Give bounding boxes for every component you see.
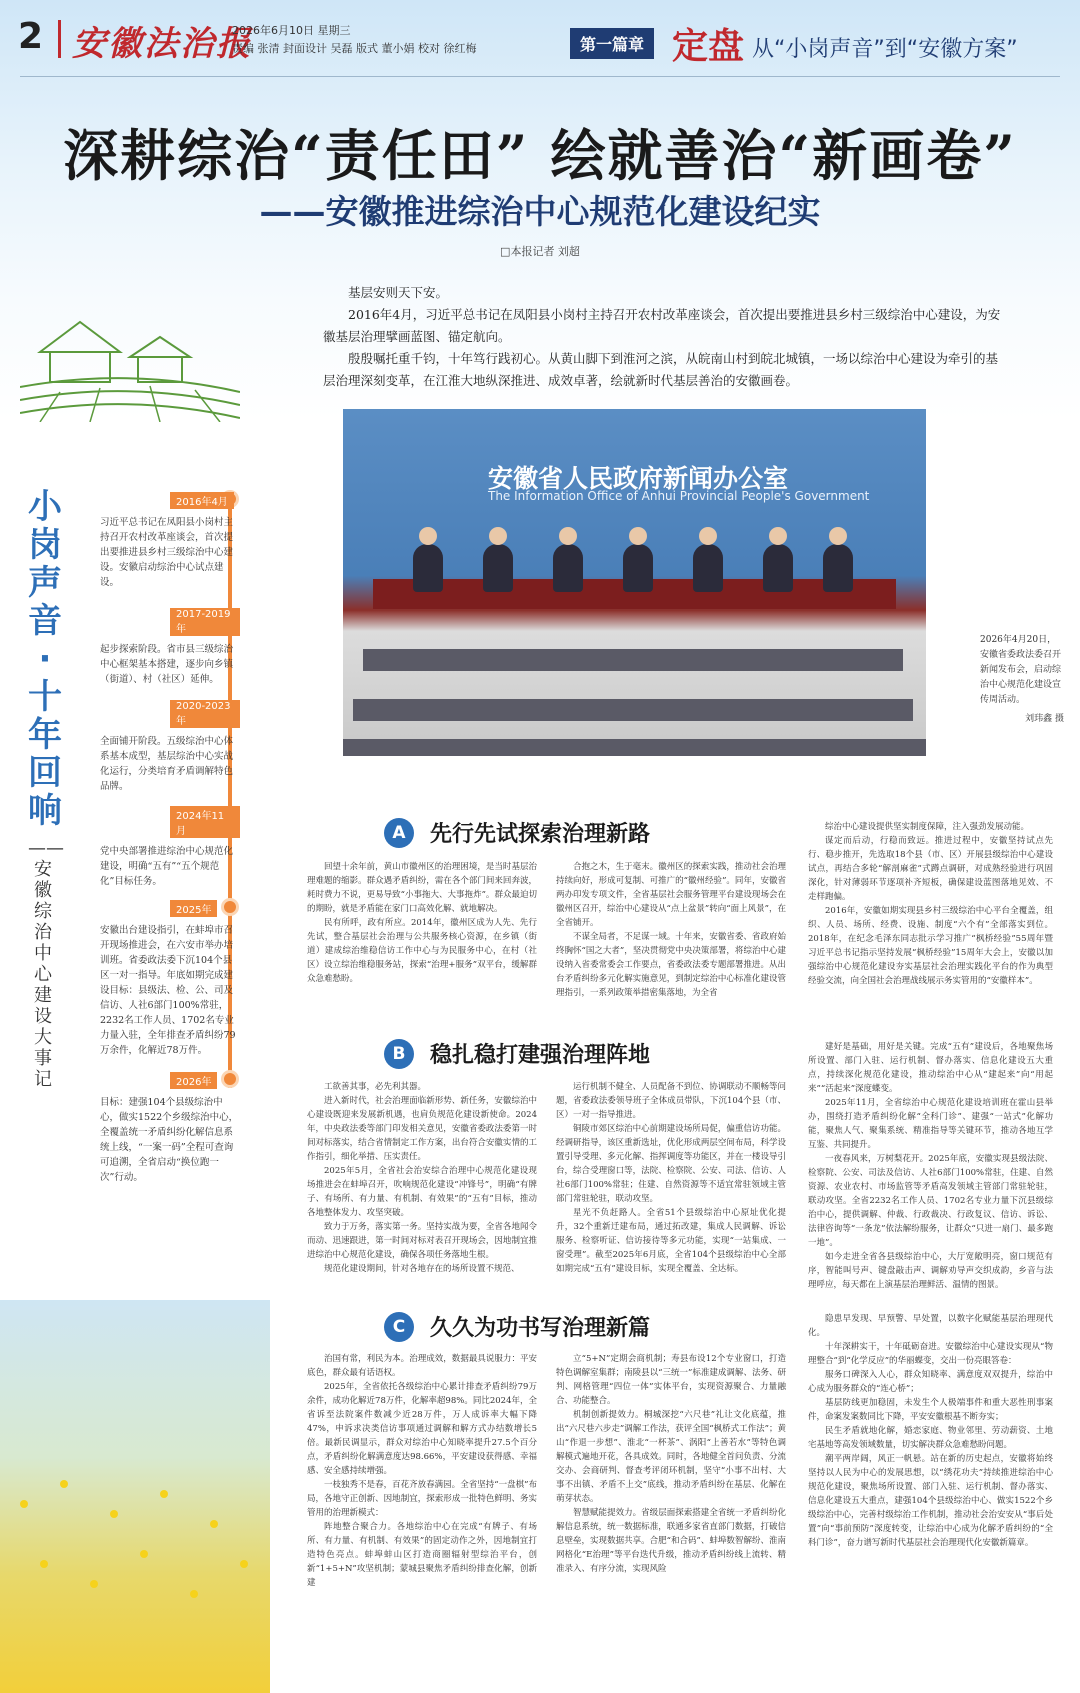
body-paragraph: 综治中心建设提供坚实制度保障，注入强劲发展动能。: [825, 822, 1030, 832]
body-paragraph: 2025年5月，全省社会治安综合治理中心规范化建设现场推进会在蚌埠召开，吹响规范化建设“冲锋号”，明确“有牌子、有场所、有力量、有机制、有效果”的“五有”目标，推动各地整体发力、攻坚突破。: [307, 1166, 537, 1218]
body-paragraph: 致力于万务，落实第一务。坚持实战为要，全省各地闻令而动、迅速跟进，第一时间对标对表召开现场会，因地制宜推进综治中心规范化建设，确保各项任务落地生根。: [307, 1222, 537, 1260]
timeline-date: 2025年: [170, 900, 217, 917]
timeline-date: 2020-2023年: [170, 700, 240, 728]
flower-dot: [60, 1480, 68, 1488]
body-paragraph: 合抱之木，生于毫末。徽州区的探索实践，推动社会治理持续向好，形成可复制、可推广的“徽州经验”。同年，安徽省两办印发专项文件，全省基层社会服务管理平台建设现场会在徽州区召开，综治中心建设从“点上盆景”转向“面上风景”，在全省铺开。: [556, 862, 786, 928]
lead-paragraph: 2016年4月，习近平总书记在凤阳县小岗村主持召开农村改革座谈会，首次提出要推进县乡村三级综治中心建设，为安徽基层治理擘画蓝图、锚定航向。: [323, 307, 1001, 344]
body-paragraph: 基层防线更加稳固，未发生个人极端事件和重大恶性刑事案件，命案发案数同比下降，平安安徽根基不断夯实；: [808, 1398, 1053, 1422]
sidebar-vertical-subtitle: ——安徽综治中心建设大事记: [28, 838, 64, 1090]
speaker-figure: [623, 544, 653, 592]
body-paragraph: 不谋全局者，不足谋一域。十年来，安徽省委、省政府始终胸怀“国之大者”，坚决贯彻党中央决策部署，将综治中心建设纳入省委常委会工作要点，省委政法委专题部署推进。从出台矛盾纠纷多元化解实施意见，到制定综治中心标准化建设管理指引，一系列政策举措密集落地，为全省: [556, 932, 786, 998]
body-paragraph: 运行机制不健全、人员配备不到位、协调联动不顺畅等问题，省委政法委领导班子全体成员带队，下沉104个县（市、区）一对一指导推进。: [556, 1082, 786, 1120]
body-paragraph: 十年深耕实干，十年砥砺奋进。安徽综治中心建设实现从“物理整合”到“化学反应”的华丽蝶变，交出一份亮眼答卷：: [808, 1342, 1053, 1366]
section-a-column-2: [556, 860, 786, 1000]
speaker-figure: [763, 544, 793, 592]
timeline-text: 起步探索阶段。省市县三级综治中心框架基本搭建，逐步向乡镇（街道）、村（社区）延伸。: [100, 644, 234, 685]
body-paragraph: 一夜春风来，万树梨花开。2025年底，安徽实现县级法院、检察院、公安、司法及信访、人社6部门100%常驻，住建、自然资源、农业农村、市场监管等矛盾高发领域主管部门常驻轮驻，联动攻坚。全省2232名工作人员、1702名专业力量下沉县级综治中心，提供调解、仲裁、行政裁决、行政复议、信访、诉讼、法律咨询等“一条龙”依法解纷服务，让群众“只进一扇门、最多跑一地”。: [808, 1154, 1053, 1248]
timeline-event: [100, 700, 240, 794]
body-paragraph: 智慧赋能提效力。省级层面探索搭建全省统一矛盾纠纷化解信息系统，统一数据标准，联通多家省直部门数据，打破信息壁垒，实现数据共享。合肥“和合码”、蚌埠数智解纷、淮南网格化“E治理”等平台迭代升级，推动矛盾纠纷线上流转、精准录入、有序分流，实现风险: [556, 1508, 786, 1574]
speaker-figure: [413, 544, 443, 592]
sub-title: ——安徽推进综治中心规范化建设纪实: [259, 192, 821, 231]
body-paragraph: 规范化建设期间，针对各地存在的场所设置不规范、: [324, 1264, 520, 1274]
flower-dot: [140, 1550, 148, 1558]
photo-caption: [980, 633, 1064, 727]
section-title: 久久为功书写治理新篇: [430, 1316, 651, 1341]
speaker-head: [829, 527, 847, 545]
section-c-column-2: [556, 1352, 786, 1576]
timeline-event: [100, 1070, 240, 1185]
speaker-head: [629, 527, 647, 545]
section-a-column-3: [808, 820, 1053, 988]
audience-row: [343, 739, 926, 756]
speaker-head: [559, 527, 577, 545]
audience-row: [353, 699, 913, 721]
rapeseed-field-illustration: [0, 1300, 270, 1693]
speaker-head: [699, 527, 717, 545]
body-paragraph: 隐患早发现、早预警、早处置，以数字化赋能基层治理现代化。: [808, 1314, 1053, 1338]
body-paragraph: 民有所呼，政有所应。2014年，徽州区成为人先、先行先试，整合基层社会治理与公共服务核心资源，在乡镇（街道）建成综治维稳信访工作中心与为民服务中心，在村（社区）设立综治维稳服务站，探索“治理+服务”双平台，缓解群众急难愁盼。: [307, 918, 537, 984]
body-paragraph: 2025年，全省依托各级综治中心累计排查矛盾纠纷79万余件，成功化解近78万件，化解率超98%。同比2024年，全省诉至法院案件数减少近28万件，万人成诉率大幅下降47%，申诉求决类信访事项通过调解和解方式办结数增长5倍。最新民调显示，群众对综治中心知晓率提升27.5个百分点，矛盾纠纷化解满意度达98.66%，平安建设获得感、幸福感、安全感持续增强。: [307, 1382, 537, 1476]
body-paragraph: 如今走进全省各县级综治中心，大厅宽敞明亮，窗口规范有序，智能叫号声、键盘敲击声、调解劝导声交织成韵，乡音与法理呼应，每天都在上演基层治理鲜活、温情的图景。: [808, 1252, 1053, 1290]
masthead-info: [232, 22, 476, 58]
lead-paragraph: 基层安则天下安。: [348, 285, 449, 300]
section-c-column-3: [808, 1312, 1053, 1550]
timeline-text: 党中央部署推进综治中心规范化建设，明确“五有”“五个规范化”目标任务。: [100, 846, 234, 887]
speaker-head: [769, 527, 787, 545]
body-paragraph: 谋定而后动，行稳而致远。推进过程中，安徽坚持试点先行、稳步推开，先选取18个县（市、区）开展县级综治中心建设试点，再结合多轮“解剖麻雀”式蹲点调研，对成熟经验进行巩固深化，针对薄弱环节逐项补齐短板，确保建设蓝图落地见效、不走样跑偏。: [808, 836, 1053, 902]
section-a-column-1: [307, 860, 537, 986]
speaker-figure: [553, 544, 583, 592]
body-paragraph: 立“5+N”定期会商机制；寿县布设12个专业窗口，打造特色调解室集群；南陵县以“三统一”标准建成调解、法务、研判、网格管理“四位一体”实体平台，实现资源聚合、力量融合、功能整合。: [556, 1354, 786, 1406]
flower-dot: [240, 1560, 248, 1568]
chapter-title: 从“小岗声音”到“安徽方案”: [752, 37, 1018, 62]
flower-dot: [40, 1560, 48, 1568]
page-number: 2: [18, 16, 44, 57]
speaker-head: [419, 527, 437, 545]
byline: □本报记者 刘超: [500, 245, 580, 258]
section-title: 先行先试探索治理新路: [430, 822, 651, 847]
body-paragraph: 2025年11月，全省综治中心规范化建设培训班在霍山县举办，围绕打造矛盾纠纷化解“全科门诊”、建强“一站式”化解功能，聚焦人气、聚集系统、精准指导等关键环节，推动各地互学互鉴、共同提升。: [808, 1098, 1053, 1150]
body-paragraph: 机制创新提效力。桐城深挖“六尺巷”礼让文化底蕴，推出“六尺巷六步走”调解工作法，获评全国“枫桥式工作法”；黄山“作退一步想”、淮北“一杯茶”、涡阳“上善若水”等特色调解模式遍地开花，各具成效。同时，各地健全首问负责、分流交办、会商研判、督查考评闭环机制，坚守“小事不出村、大事不出镇、矛盾不上交”底线，推动矛盾纠纷在基层、化解在萌芽状态。: [556, 1410, 786, 1504]
main-title: 深耕综治“责任田” 绘就善治“新画卷”: [63, 123, 1017, 188]
village-illustration: [20, 282, 240, 422]
flower-dot: [90, 1580, 98, 1588]
timeline-text: 安徽出台建设指引，在蚌埠市召开现场推进会，在六安市举办培训班。省委政法委下沉104个县区一对一指导。年底如期完成建设目标：县级法、检、公、司及信访、人社6部门100%常驻，2232名工作人员、1702名专业力量入驻，全年排查矛盾纠纷79万余件，化解近78万件。: [100, 925, 236, 1056]
section-letter-badge: B: [384, 1039, 414, 1069]
speaker-head: [489, 527, 507, 545]
flower-dot: [20, 1500, 28, 1508]
paper-name: 安徽法治报: [72, 24, 252, 64]
body-paragraph: 铜陵市郊区综治中心前期建设场所局促，偏重信访功能。经调研指导，该区重新选址，优化形成两层空间布局，科学设置引导受理、多元化解、指挥调度等功能区，并在一楼设导引台，综合受理窗口等，法院、检察院、公安、司法、信访、人社6部门100%常驻；住建、自然资源等不适宜常驻领域主管部门常驻轮驻，联动攻坚。: [556, 1124, 786, 1204]
masthead-divider: [58, 20, 61, 58]
sidebar-vertical-title: 小岗声音·十年回响: [28, 487, 62, 831]
flower-dot: [190, 1590, 198, 1598]
speaker-figure: [693, 544, 723, 592]
timeline-event: [100, 490, 240, 590]
timeline-date: 2024年11月: [170, 806, 240, 838]
body-paragraph: 建好是基础，用好是关键。完成“五有”建设后，各地聚焦场所设置、部门入驻、运行机制、督办落实、信息化建设五大重点，持续深化规范化建设，推动综治中心从“建起来”向“用起来”“活起来”深度蝶变。: [808, 1042, 1053, 1094]
timeline-text: 目标：建强104个县级综治中心，做实1522个乡级综治中心，全覆盖统一矛盾纠纷化解信息系统上线，“一案一码”全程可查询可追溯，全省启动“换位跑一次”行动。: [100, 1097, 239, 1183]
photo-sign-cn: 安徽省人民政府新闻办公室: [488, 464, 789, 493]
timeline-text: 习近平总书记在凤阳县小岗村主持召开农村改革座谈会，首次提出要推进县乡村三级综治中心建设。安徽启动综治中心试点建设。: [100, 517, 234, 588]
timeline-date: 2017-2019年: [170, 608, 240, 636]
speaker-figure: [823, 544, 853, 592]
staff-credits: 责编 张清 封面设计 吴磊 版式 董小娟 校对 徐红梅: [232, 42, 477, 55]
masthead-rule: [20, 76, 1060, 77]
speaker-figure: [483, 544, 513, 592]
timeline-event: [100, 608, 240, 687]
section-c-head: [384, 1311, 650, 1342]
press-conference-photo: [343, 409, 926, 756]
section-b-column-1: [307, 1080, 537, 1276]
section-b-column-2: [556, 1080, 786, 1276]
body-paragraph: 阵地整合聚合力。各地综治中心在完成“有牌子、有场所、有力量、有机制、有效果”的固定动作之外，因地制宜打造特色亮点。蚌埠蚌山区打造商圈辐射型综治平台，创新“1+5+N”攻坚机制；蒙城县聚焦矛盾纠纷排查化解，创新建: [307, 1522, 537, 1588]
issue-date: 2026年6月10日 星期三: [232, 24, 351, 37]
body-paragraph: 一枝独秀不是春，百花齐放春满园。全省坚持“一盘棋”布局，各地守正创新、因地制宜，探索形成一批特色鲜明、务实管用的治理新模式：: [307, 1480, 537, 1518]
body-paragraph: 治国有常，利民为本。治理成效，数据最具说服力：平安底色，群众最有话语权。: [307, 1354, 537, 1378]
photo-sign-en: The Information Office of Anhui Provincial People's Government: [488, 489, 870, 503]
timeline-text: 全面铺开阶段。五级综治中心体系基本成型，基层综治中心实战化运行，分类培育矛盾调解特色品牌。: [100, 736, 234, 792]
timeline-date: 2016年4月: [170, 492, 234, 509]
body-paragraph: 民生矛盾就地化解，婚恋家庭、物业邻里、劳动薪资、土地宅基地等高发领域数量，切实解决群众急难愁盼问题。: [808, 1426, 1053, 1450]
section-letter-badge: C: [384, 1312, 414, 1342]
body-paragraph: 潮平两岸阔，风正一帆悬。站在新的历史起点，安徽将始终坚持以人民为中心的发展思想，以“绣花功夫”持续推进综治中心规范化建设，聚焦场所设置、部门入驻、运行机制、督办落实、信息化建设五大重点，建强104个县级综治中心、做实1522个乡级综治中心，完善村级综治工作机制，推动社会治安安从“事后处置”向“事前预防”深度转变，让综治中心成为化解矛盾纠纷的“全科门诊”，奋力谱写新时代基层社会治理现代化安徽新篇章。: [808, 1454, 1053, 1548]
section-title: 稳扎稳打建强治理阵地: [430, 1043, 651, 1068]
flower-dot: [160, 1490, 168, 1498]
section-letter-badge: A: [384, 818, 414, 848]
lead-paragraph: 殷殷嘱托重千钧，十年笃行践初心。从黄山脚下到淮河之滨，从皖南山村到皖北城镇，一场以综治中心建设为牵引的基层治理深刻变革，在江淮大地纵深推进、成效卓著，绘就新时代基层善治的安徽画卷。: [323, 351, 999, 388]
body-paragraph: 服务口碑深入人心，群众知晓率、满意度双双提升，综治中心成为服务群众的“连心桥”；: [808, 1370, 1053, 1394]
audience-row: [363, 649, 903, 671]
photo-caption-text: 2026年4月20日，安徽省委政法委召开新闻发布会，启动综治中心规范化建设宣传周活动。: [980, 635, 1062, 705]
timeline-event: [100, 898, 240, 1058]
body-paragraph: 回望十余年前，黄山市徽州区的治理困境，是当时基层治理难题的缩影。群众遇矛盾纠纷，需在各个部门间来回奔波，耗时费力不说，更易导致“小事拖大、大事拖炸”。群众最迫切的期盼，就是矛盾能在家门口高效化解、就地解决。: [307, 862, 537, 914]
body-paragraph: 工欲善其事，必先利其器。: [324, 1082, 427, 1092]
lead-paragraphs: [323, 282, 1005, 392]
chapter-label: 第一篇章: [570, 28, 654, 59]
section-c-column-1: [307, 1352, 537, 1590]
timeline-event: [100, 806, 240, 889]
body-paragraph: 星光不负赶路人。全省51个县级综治中心原址优化提升，32个重新迁建布局，通过拓改建，集成人民调解、诉讼服务、检察听证、信访接待等多元功能，实现“一站集成、一窗受理”。截至2025年6月底，全省104个县级综治中心全部如期完成“五有”建设目标，实现全覆盖、全达标。: [556, 1208, 786, 1274]
section-b-column-3: [808, 1040, 1053, 1292]
section-a-head: [384, 817, 650, 848]
chapter-key: 定盘: [672, 25, 745, 67]
photo-credit: 刘玮鑫 摄: [1025, 714, 1064, 724]
flower-dot: [110, 1510, 118, 1518]
flower-dot: [210, 1520, 218, 1528]
section-b-head: [384, 1038, 650, 1069]
timeline-date: 2026年: [170, 1072, 217, 1089]
body-paragraph: 2016年，安徽如期实现县乡村三级综治中心平台全覆盖，组织、人员、场所、经费、设施、制度“六个有”全部落实到位。2018年，在纪念毛泽东同志批示学习推广“枫桥经验”55周年暨习近平总书记指示坚持发展“枫桥经验”15周年大会上，安徽以加强综治中心规范化建设夯实基层社会治理实践化平台的作为典型经验交流，向全国社会治理战线展示务实管用的“安徽样本”。: [808, 906, 1053, 986]
body-paragraph: 进入新时代，社会治理面临新形势、新任务，安徽综治中心建设既迎来发展新机遇，也肩负规范化建设新使命。2024年，中央政法委等部门印发相关意见，安徽省委政法委第一时间对标落实，结合省情制定工作方案，出台符合安徽实情的工作指引，细化举措、压实责任。: [307, 1096, 537, 1162]
